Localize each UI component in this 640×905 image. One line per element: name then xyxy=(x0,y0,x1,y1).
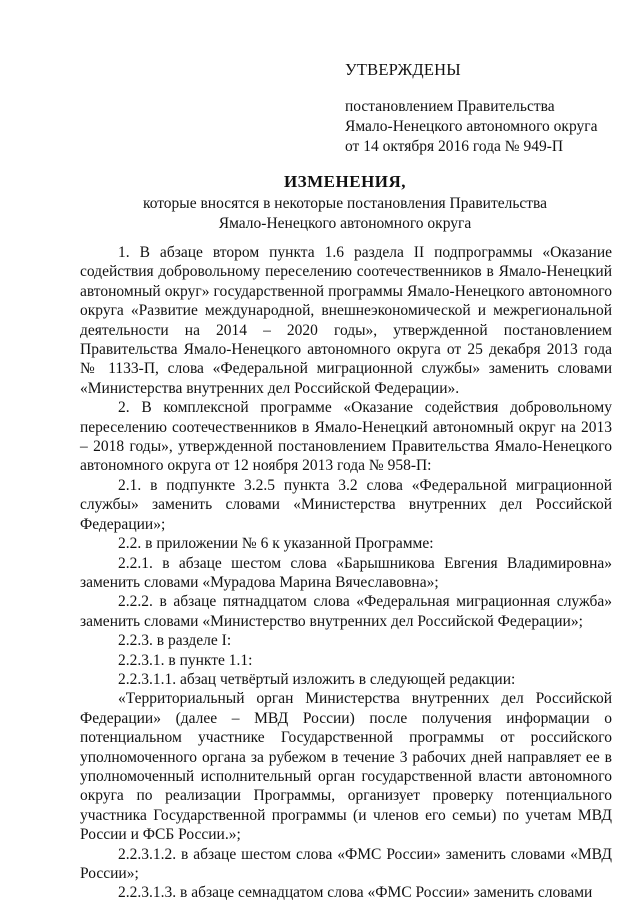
document-subtitle: Ямало-Ненецкого автономного округа xyxy=(218,215,472,232)
approval-line: от 14 октября 2016 года № 949-П xyxy=(345,138,564,155)
paragraph: 2.2.3.1.2. в абзаце шестом слова «ФМС России» заменить словами «МВД России»; xyxy=(80,845,612,882)
document-title-block xyxy=(60,172,630,234)
document-subtitle: которые вносятся в некоторые постановления Правительства xyxy=(142,195,548,212)
document-body xyxy=(80,243,612,903)
approval-heading: УТВЕРЖДЕНЫ xyxy=(345,60,461,79)
paragraph: 2.2.3. в разделе I: xyxy=(118,632,232,650)
document-title: ИЗМЕНЕНИЯ, xyxy=(283,172,407,191)
paragraph: 2.2. в приложении № 6 к указанной Программе: xyxy=(118,535,434,553)
paragraph: 2. В комплексной программе «Оказание содействия добровольному переселению соотечественников в Ямало-Ненецкий автономный округ на 2013 – 2018 годы», утвержденной постановлением Правительства Ямало-Ненецкого автономного округа от 12 ноября 2013 года № 958-П: xyxy=(80,399,612,475)
paragraph: 2.2.2. в абзаце пятнадцатом слова «Федеральная миграционная служба» заменить словами «Министерство внутренних дел Российской Федерации»; xyxy=(80,593,612,630)
paragraph: 2.2.3.1.1. абзац четвёртый изложить в следующей редакции: xyxy=(118,670,516,688)
paragraph: 1. В абзаце втором пункта 1.6 раздела II подпрограммы «Оказание содействия добровольному переселению соотечественников в Ямало-Ненецкий автономный округ» государственной программы Ямало-Ненецкого автономного округа «Развитие международной, внешнеэкономической и межрегиональной деятельности на 2014 – 2020 годы», утвержденной постановлением Правительства Ямало-Ненецкого автономного округа от 25 декабря 2013 года № 1133-П, слова «Федеральной миграционной службы» заменить словами «Министерства внутренних дел Российской Федерации». xyxy=(80,244,612,397)
paragraph: 2.2.3.1. в пункте 1.1: xyxy=(118,651,253,669)
approval-line: Ямало-Ненецкого автономного округа xyxy=(345,118,598,135)
paragraph: «Территориальный орган Министерства внутренних дел Российской Федерации» (далее – МВД России) после получения информации о потенциальном участнике Государственной программы от российского уполномоченного органа за рубежом в течение 3 рабочих дней направляет ее в уполномоченный исполнительный орган государственной власти автономного округа по реализации Программы, организует проверку потенциального участника Государственной программы (и членов его семьи) по учетам МВД России и ФСБ России.»; xyxy=(80,690,612,844)
approval-line: постановлением Правительства xyxy=(345,98,555,115)
paragraph: 2.2.3.1.3. в абзаце семнадцатом слова «ФМС России» заменить словами xyxy=(118,884,593,902)
paragraph: 2.1. в подпункте 3.2.5 пункта 3.2 слова «Федеральной миграционной службы» заменить словами «Министерства внутренних дел Российской Федерации»; xyxy=(80,476,612,533)
paragraph: 2.2.1. в абзаце шестом слова «Барышникова Евгения Владимировна» заменить словами «Мурадова Марина Вячеславовна»; xyxy=(80,554,612,591)
approval-stamp xyxy=(345,60,625,157)
